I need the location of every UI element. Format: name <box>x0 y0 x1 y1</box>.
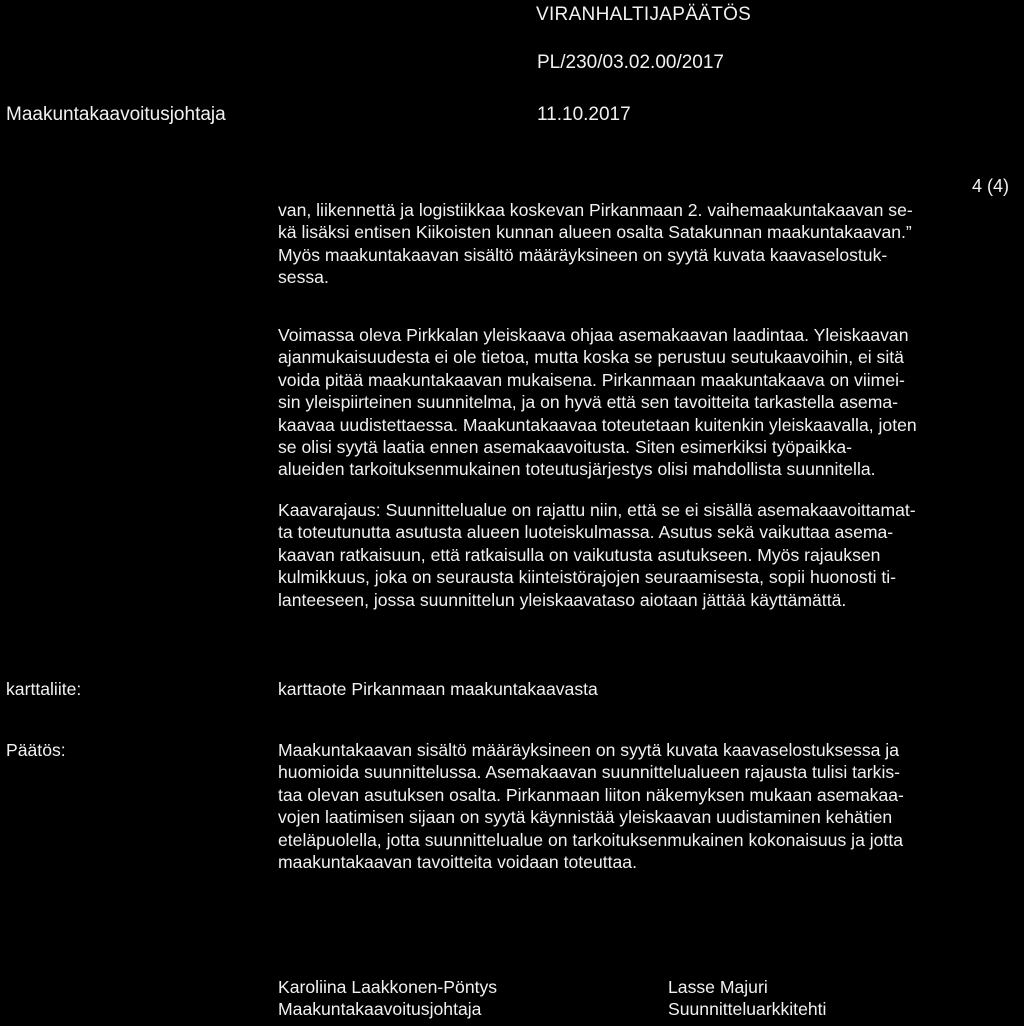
text-line: voida pitää maakuntakaavan mukaisena. Pirkanmaan maakuntakaava on viimei- <box>278 369 905 390</box>
attachment-value: karttaote Pirkanmaan maakuntakaavasta <box>278 679 598 699</box>
text-line: vojen laatimisen sijaan on syytä käynnistää yleiskaavan uudistaminen kehätien <box>278 807 893 828</box>
reference-number: PL/230/03.02.00/2017 <box>537 52 725 73</box>
page-number: 4 (4) <box>972 176 1010 196</box>
paragraph-3 <box>278 499 1023 611</box>
text-line: kä lisäksi entisen Kiikoisten kunnan alueen osalta Satakunnan maakuntakaavan.” <box>278 222 912 243</box>
text-line: eteläpuolella, jotta suunnittelualue on tarkoituksenmukainen kokonaisuus ja jotta <box>278 829 903 850</box>
text-line: lanteeseen, jossa suunnittelun yleiskaavataso aiotaan jättää käyttämättä. <box>278 589 847 610</box>
text-line: Myös maakuntakaavan sisältö määräyksineen on syytä kuvata kaavaselostuk- <box>278 244 888 265</box>
signatory-title: Suunnitteluarkkitehti <box>668 999 827 1020</box>
text-line: kaavan ratkaisuun, että ratkaisulla on vaikutusta asutukseen. Myös rajauksen <box>278 544 881 565</box>
document-type: VIRANHALTIJAPÄÄTÖS <box>536 4 752 25</box>
document-date: 11.10.2017 <box>537 104 631 125</box>
text-line: ta toteutunutta asutusta alueen luoteiskulmassa. Asutus sekä vaikuttaa asema- <box>278 522 894 543</box>
signatory-name: Lasse Majuri <box>668 977 768 997</box>
text-line: Kaavarajaus: Suunnittelualue on rajattu niin, että se ei sisällä asemakaavoittamat- <box>278 500 916 520</box>
paragraph-2 <box>278 324 1023 481</box>
text-line: sessa. <box>278 267 329 288</box>
decision-label: Päätös: <box>6 740 66 760</box>
text-line: van, liikennettä ja logistiikkaa koskevan Pirkanmaan 2. vaihemaakuntakaavan se- <box>278 200 913 220</box>
text-line: sin yleispiirteinen suunnitelma, ja on hyvä että sen tavoitteita tarkastella asema- <box>278 392 899 413</box>
signatory-name: Karoliina Laakkonen-Pöntys <box>278 977 498 997</box>
official-title: Maakuntakaavoitusjohtaja <box>6 104 226 125</box>
signatory-title: Maakuntakaavoitusjohtaja <box>278 999 482 1020</box>
text-line: kaavaa uudistettaessa. Maakuntakaavaa toteutetaan kuitenkin yleiskaavalla, joten <box>278 414 917 435</box>
text-line: se olisi syytä laatia ennen asemakaavoitusta. Siten esimerkiksi työpaikka- <box>278 437 853 458</box>
text-line: kulmikkuus, joka on seurausta kiinteistörajojen seuraamisesta, sopii huonosti ti- <box>278 567 897 588</box>
paragraph-1 <box>278 199 1023 289</box>
text-line: Maakuntakaavan sisältö määräyksineen on syytä kuvata kaavaselostuksessa ja <box>278 740 900 760</box>
text-line: ajanmukaisuudesta ei ole tietoa, mutta koska se perustuu seutukaavoihin, ei sitä <box>278 347 904 368</box>
text-line: taa olevan asutuksen osalta. Pirkanmaan liiton näkemyksen mukaan asemakaa- <box>278 784 904 805</box>
signature-block-2 <box>668 976 826 1021</box>
text-line: alueiden tarkoituksenmukainen toteutusjärjestys olisi mahdollista suunnitella. <box>278 459 876 480</box>
signature-block-1 <box>278 976 497 1021</box>
decision-text <box>278 739 1023 873</box>
text-line: maakuntakaavan tavoitteita voidaan toteuttaa. <box>278 852 637 873</box>
text-line: huomioida suunnittelussa. Asemakaavan suunnittelualueen rajausta tulisi tarkis- <box>278 762 901 783</box>
text-line: Voimassa oleva Pirkkalan yleiskaava ohjaa asemakaavan laadintaa. Yleiskaavan <box>278 325 909 345</box>
attachment-label: karttaliite: <box>6 679 82 699</box>
